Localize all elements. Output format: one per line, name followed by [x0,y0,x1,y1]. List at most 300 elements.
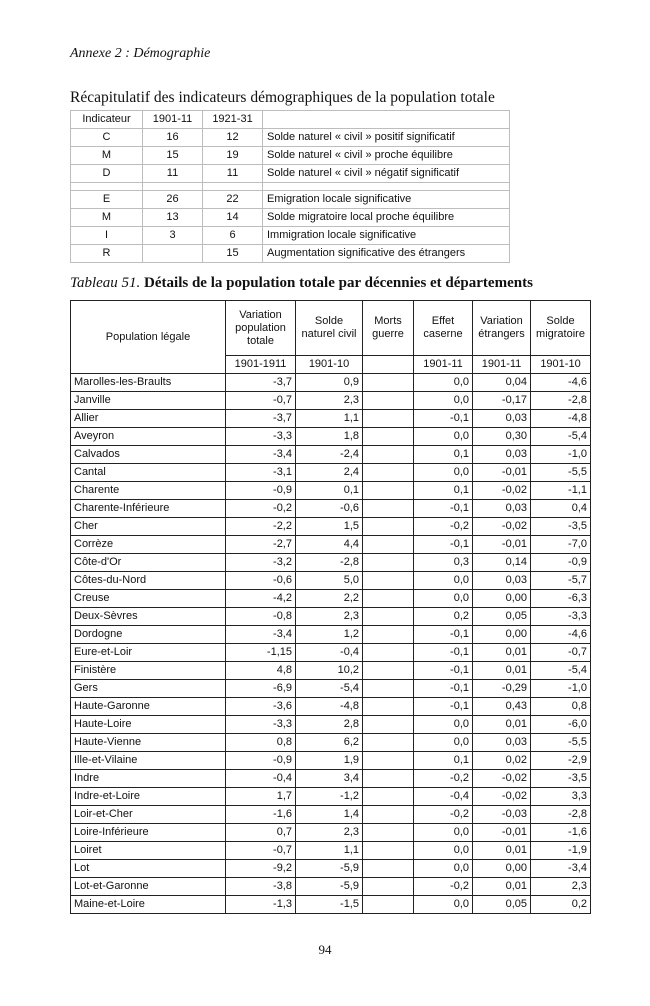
value-cell: -3,4 [226,446,296,464]
value-cell [363,428,414,446]
department-name: Deux-Sèvres [71,608,226,626]
value-cell [363,572,414,590]
page-number: 94 [318,942,332,957]
value-cell: 0,2 [531,896,591,914]
recap-cell: 11 [143,165,203,183]
value-cell: 0,03 [473,734,531,752]
value-cell: -6,3 [531,590,591,608]
recap-cell: 13 [143,209,203,227]
value-cell [363,896,414,914]
value-cell: 0,3 [414,554,473,572]
value-cell: 10,2 [296,662,363,680]
department-name: Cher [71,518,226,536]
value-cell [363,500,414,518]
department-name: Finistère [71,662,226,680]
value-cell: -7,0 [531,536,591,554]
department-name: Corrèze [71,536,226,554]
department-name: Calvados [71,446,226,464]
recap-cell: 15 [143,147,203,165]
recap-row [71,165,510,183]
value-cell: -0,2 [414,518,473,536]
value-cell: -5,5 [531,734,591,752]
table-row [71,788,591,806]
value-cell: 0,05 [473,608,531,626]
table-row [71,518,591,536]
value-cell: -5,9 [296,860,363,878]
table-row [71,698,591,716]
value-cell: 0,43 [473,698,531,716]
department-name: Loiret [71,842,226,860]
value-cell: 1,7 [226,788,296,806]
value-cell: -5,5 [531,464,591,482]
recap-table-title: Récapitulatif des indicateurs démographiques de la population totale [70,89,495,106]
recap-cell: Solde naturel « civil » négatif significatif [263,165,510,183]
value-cell: -0,1 [414,698,473,716]
value-cell: -0,7 [226,392,296,410]
table-row [71,410,591,428]
value-cell: -5,4 [296,680,363,698]
value-cell [363,788,414,806]
table-row [71,482,591,500]
value-cell: 0,9 [296,374,363,392]
recap-cell [143,245,203,263]
value-cell: -0,1 [414,662,473,680]
header-population-legale: Population légale [71,301,226,374]
value-cell: -5,4 [531,662,591,680]
value-cell: -0,1 [414,680,473,698]
recap-cell: C [71,129,143,147]
header-variation-population: Variation population totale [226,301,296,356]
value-cell [363,680,414,698]
recap-cell: Emigration locale significative [263,191,510,209]
value-cell: 1,1 [296,842,363,860]
value-cell: -0,2 [414,806,473,824]
recap-cell: 16 [143,129,203,147]
department-name: Maine-et-Loire [71,896,226,914]
department-name: Marolles-les-Braults [71,374,226,392]
value-cell: -0,1 [414,626,473,644]
value-cell: 0,03 [473,500,531,518]
recap-separator-row [71,183,510,191]
department-name: Lot-et-Garonne [71,878,226,896]
table-row [71,464,591,482]
recap-cell [143,183,203,191]
department-name: Gers [71,680,226,698]
department-name: Allier [71,410,226,428]
recap-cell: Immigration locale significative [263,227,510,245]
value-cell: 0,7 [226,824,296,842]
value-cell: 2,3 [296,608,363,626]
value-cell: 0,01 [473,878,531,896]
value-cell: 0,03 [473,446,531,464]
table-row [71,716,591,734]
value-cell: -0,2 [414,770,473,788]
recap-cell: 14 [203,209,263,227]
value-cell: 0,01 [473,842,531,860]
value-cell: -0,02 [473,518,531,536]
department-name: Loire-Inférieure [71,824,226,842]
recap-row [71,209,510,227]
value-cell [363,392,414,410]
value-cell: -2,4 [296,446,363,464]
value-cell: -3,5 [531,518,591,536]
value-cell [363,698,414,716]
value-cell: 0,01 [473,716,531,734]
value-cell: -0,1 [414,500,473,518]
department-name: Loir-et-Cher [71,806,226,824]
table-row [71,806,591,824]
recap-cell: Solde migratoire local proche équilibre [263,209,510,227]
value-cell: -3,7 [226,374,296,392]
value-cell: 2,3 [296,392,363,410]
value-cell: -0,6 [296,500,363,518]
value-cell [363,482,414,500]
value-cell: -0,9 [531,554,591,572]
table-row [71,680,591,698]
value-cell: -0,02 [473,482,531,500]
value-cell: 2,4 [296,464,363,482]
value-cell [363,590,414,608]
recap-row [71,227,510,245]
department-name: Aveyron [71,428,226,446]
header-variation-etrangers: Variation étrangers [473,301,531,356]
department-name: Haute-Garonne [71,698,226,716]
table-row [71,572,591,590]
recap-cell: Solde naturel « civil » positif significatif [263,129,510,147]
value-cell: 1,1 [296,410,363,428]
recap-indicators-table [70,110,510,263]
value-cell: -0,1 [414,536,473,554]
value-cell [363,464,414,482]
value-cell: -5,7 [531,572,591,590]
value-cell: -3,3 [226,716,296,734]
value-cell: -3,4 [531,860,591,878]
value-cell: -0,01 [473,536,531,554]
value-cell: -0,6 [226,572,296,590]
period-cell [363,356,414,374]
department-name: Côtes-du-Nord [71,572,226,590]
recap-cell: Solde naturel « civil » proche équilibre [263,147,510,165]
value-cell: -0,02 [473,788,531,806]
value-cell [363,860,414,878]
value-cell: 0,4 [531,500,591,518]
recap-cell [263,111,510,129]
value-cell: -0,01 [473,824,531,842]
value-cell: -3,3 [531,608,591,626]
recap-cell: 19 [203,147,263,165]
value-cell: 0,0 [414,464,473,482]
value-cell [363,716,414,734]
value-cell: -4,8 [531,410,591,428]
value-cell [363,410,414,428]
table-row [71,662,591,680]
recap-cell: Augmentation significative des étrangers [263,245,510,263]
value-cell: -0,9 [226,752,296,770]
value-cell: -2,8 [531,392,591,410]
department-name: Indre-et-Loire [71,788,226,806]
value-cell: -3,5 [531,770,591,788]
header-effet-caserne: Effet caserne [414,301,473,356]
table-51-label: Tableau 51. [70,275,141,291]
value-cell: 2,8 [296,716,363,734]
table-row [71,626,591,644]
value-cell: 0,0 [414,392,473,410]
recap-row [71,245,510,263]
value-cell: -0,2 [414,878,473,896]
value-cell [363,644,414,662]
department-name: Lot [71,860,226,878]
header-solde-naturel: Solde naturel civil [296,301,363,356]
value-cell: -0,01 [473,464,531,482]
value-cell: 0,01 [473,644,531,662]
value-cell: -4,2 [226,590,296,608]
header-row [71,301,591,356]
value-cell: 4,8 [226,662,296,680]
value-cell: -2,7 [226,536,296,554]
period-cell: 1901-11 [473,356,531,374]
value-cell: -0,4 [226,770,296,788]
value-cell: 0,2 [414,608,473,626]
value-cell: -3,8 [226,878,296,896]
value-cell: -0,4 [296,644,363,662]
recap-cell: M [71,147,143,165]
recap-cell: 1901-11 [143,111,203,129]
value-cell: -3,2 [226,554,296,572]
value-cell: 6,2 [296,734,363,752]
recap-cell: 22 [203,191,263,209]
department-name: Haute-Vienne [71,734,226,752]
value-cell: -0,2 [226,500,296,518]
value-cell: -0,7 [531,644,591,662]
header-morts-guerre: Morts guerre [363,301,414,356]
recap-cell: 1921-31 [203,111,263,129]
value-cell: 0,0 [414,734,473,752]
recap-cell: D [71,165,143,183]
value-cell: -5,4 [531,428,591,446]
table-row [71,392,591,410]
value-cell: -0,17 [473,392,531,410]
value-cell [363,536,414,554]
department-name: Indre [71,770,226,788]
value-cell [363,374,414,392]
table-row [71,896,591,914]
value-cell: -4,8 [296,698,363,716]
recap-cell: M [71,209,143,227]
table-row [71,860,591,878]
department-name: Cantal [71,464,226,482]
table-row [71,536,591,554]
period-cell: 1901-1911 [226,356,296,374]
value-cell: 0,1 [414,446,473,464]
value-cell [363,878,414,896]
value-cell [363,806,414,824]
recap-row [71,191,510,209]
value-cell: 0,03 [473,572,531,590]
value-cell: -0,1 [414,410,473,428]
value-cell: 0,03 [473,410,531,428]
department-name: Dordogne [71,626,226,644]
value-cell: -1,15 [226,644,296,662]
value-cell: 2,3 [531,878,591,896]
value-cell: 0,01 [473,662,531,680]
period-cell: 1901-10 [296,356,363,374]
recap-cell: 26 [143,191,203,209]
value-cell: 1,5 [296,518,363,536]
recap-cell: 6 [203,227,263,245]
value-cell: 0,0 [414,860,473,878]
value-cell: 0,0 [414,824,473,842]
value-cell: 3,4 [296,770,363,788]
value-cell [363,626,414,644]
value-cell: 0,00 [473,860,531,878]
table-row [71,878,591,896]
value-cell: -6,0 [531,716,591,734]
recap-cell: E [71,191,143,209]
department-name: Charente-Inférieure [71,500,226,518]
value-cell [363,752,414,770]
value-cell: -0,8 [226,608,296,626]
value-cell: 0,0 [414,374,473,392]
recap-header-row [71,111,510,129]
table-row [71,824,591,842]
recap-row [71,129,510,147]
value-cell [363,446,414,464]
recap-cell [203,183,263,191]
value-cell: 0,1 [414,752,473,770]
value-cell: -0,29 [473,680,531,698]
value-cell [363,824,414,842]
value-cell: -3,7 [226,410,296,428]
value-cell: -3,3 [226,428,296,446]
recap-cell [71,183,143,191]
value-cell: 0,0 [414,572,473,590]
value-cell: 0,1 [296,482,363,500]
value-cell [363,734,414,752]
value-cell: -1,5 [296,896,363,914]
value-cell: -3,1 [226,464,296,482]
recap-cell: R [71,245,143,263]
table-row [71,554,591,572]
value-cell: 1,2 [296,626,363,644]
recap-cell: 11 [203,165,263,183]
recap-cell: 12 [203,129,263,147]
value-cell: -9,2 [226,860,296,878]
table-row [71,428,591,446]
value-cell: -2,8 [296,554,363,572]
value-cell: 5,0 [296,572,363,590]
value-cell: 0,0 [414,428,473,446]
value-cell: 0,0 [414,896,473,914]
department-name: Côte-d'Or [71,554,226,572]
department-name: Eure-et-Loir [71,644,226,662]
table-row [71,590,591,608]
value-cell: 0,8 [226,734,296,752]
value-cell: 1,9 [296,752,363,770]
value-cell [363,662,414,680]
value-cell: -4,6 [531,626,591,644]
table-row [71,644,591,662]
value-cell [363,518,414,536]
value-cell: -1,6 [531,824,591,842]
value-cell: 0,1 [414,482,473,500]
value-cell: 1,4 [296,806,363,824]
period-cell: 1901-10 [531,356,591,374]
value-cell: -1,3 [226,896,296,914]
value-cell: 2,3 [296,824,363,842]
table-row [71,770,591,788]
header-solde-migratoire: Solde migratoire [531,301,591,356]
recap-row [71,147,510,165]
value-cell: -0,4 [414,788,473,806]
value-cell [363,842,414,860]
value-cell: -0,02 [473,770,531,788]
value-cell: -4,6 [531,374,591,392]
table-row [71,500,591,518]
value-cell: -2,8 [531,806,591,824]
recap-cell: 15 [203,245,263,263]
table-row [71,446,591,464]
table-row [71,374,591,392]
value-cell: 0,04 [473,374,531,392]
value-cell: -3,6 [226,698,296,716]
value-cell: -1,0 [531,446,591,464]
value-cell: 0,0 [414,590,473,608]
value-cell: -0,7 [226,842,296,860]
department-name: Charente [71,482,226,500]
value-cell: 0,00 [473,626,531,644]
department-name: Ille-et-Vilaine [71,752,226,770]
value-cell: -0,03 [473,806,531,824]
table-row [71,752,591,770]
value-cell: -1,2 [296,788,363,806]
value-cell: -1,1 [531,482,591,500]
value-cell: 2,2 [296,590,363,608]
population-details-table [70,300,591,914]
value-cell: 0,30 [473,428,531,446]
recap-cell: I [71,227,143,245]
value-cell: 0,05 [473,896,531,914]
value-cell: 0,00 [473,590,531,608]
value-cell: 0,8 [531,698,591,716]
value-cell: 0,02 [473,752,531,770]
value-cell [363,770,414,788]
recap-cell [263,183,510,191]
department-name: Creuse [71,590,226,608]
value-cell: -0,1 [414,644,473,662]
value-cell [363,554,414,572]
value-cell: -5,9 [296,878,363,896]
value-cell: 4,4 [296,536,363,554]
value-cell: -1,6 [226,806,296,824]
value-cell: -2,9 [531,752,591,770]
table-row [71,734,591,752]
table-51-caption [70,275,533,292]
department-name: Haute-Loire [71,716,226,734]
value-cell: 0,14 [473,554,531,572]
table-51-title: Détails de la population totale par décennies et départements [144,275,533,291]
table-row [71,608,591,626]
value-cell: -6,9 [226,680,296,698]
value-cell [363,608,414,626]
recap-cell: Indicateur [71,111,143,129]
value-cell: 0,0 [414,842,473,860]
annex-heading: Annexe 2 : Démographie [70,46,211,61]
value-cell: -1,9 [531,842,591,860]
value-cell: 3,3 [531,788,591,806]
value-cell: -1,0 [531,680,591,698]
value-cell: -2,2 [226,518,296,536]
recap-cell: 3 [143,227,203,245]
